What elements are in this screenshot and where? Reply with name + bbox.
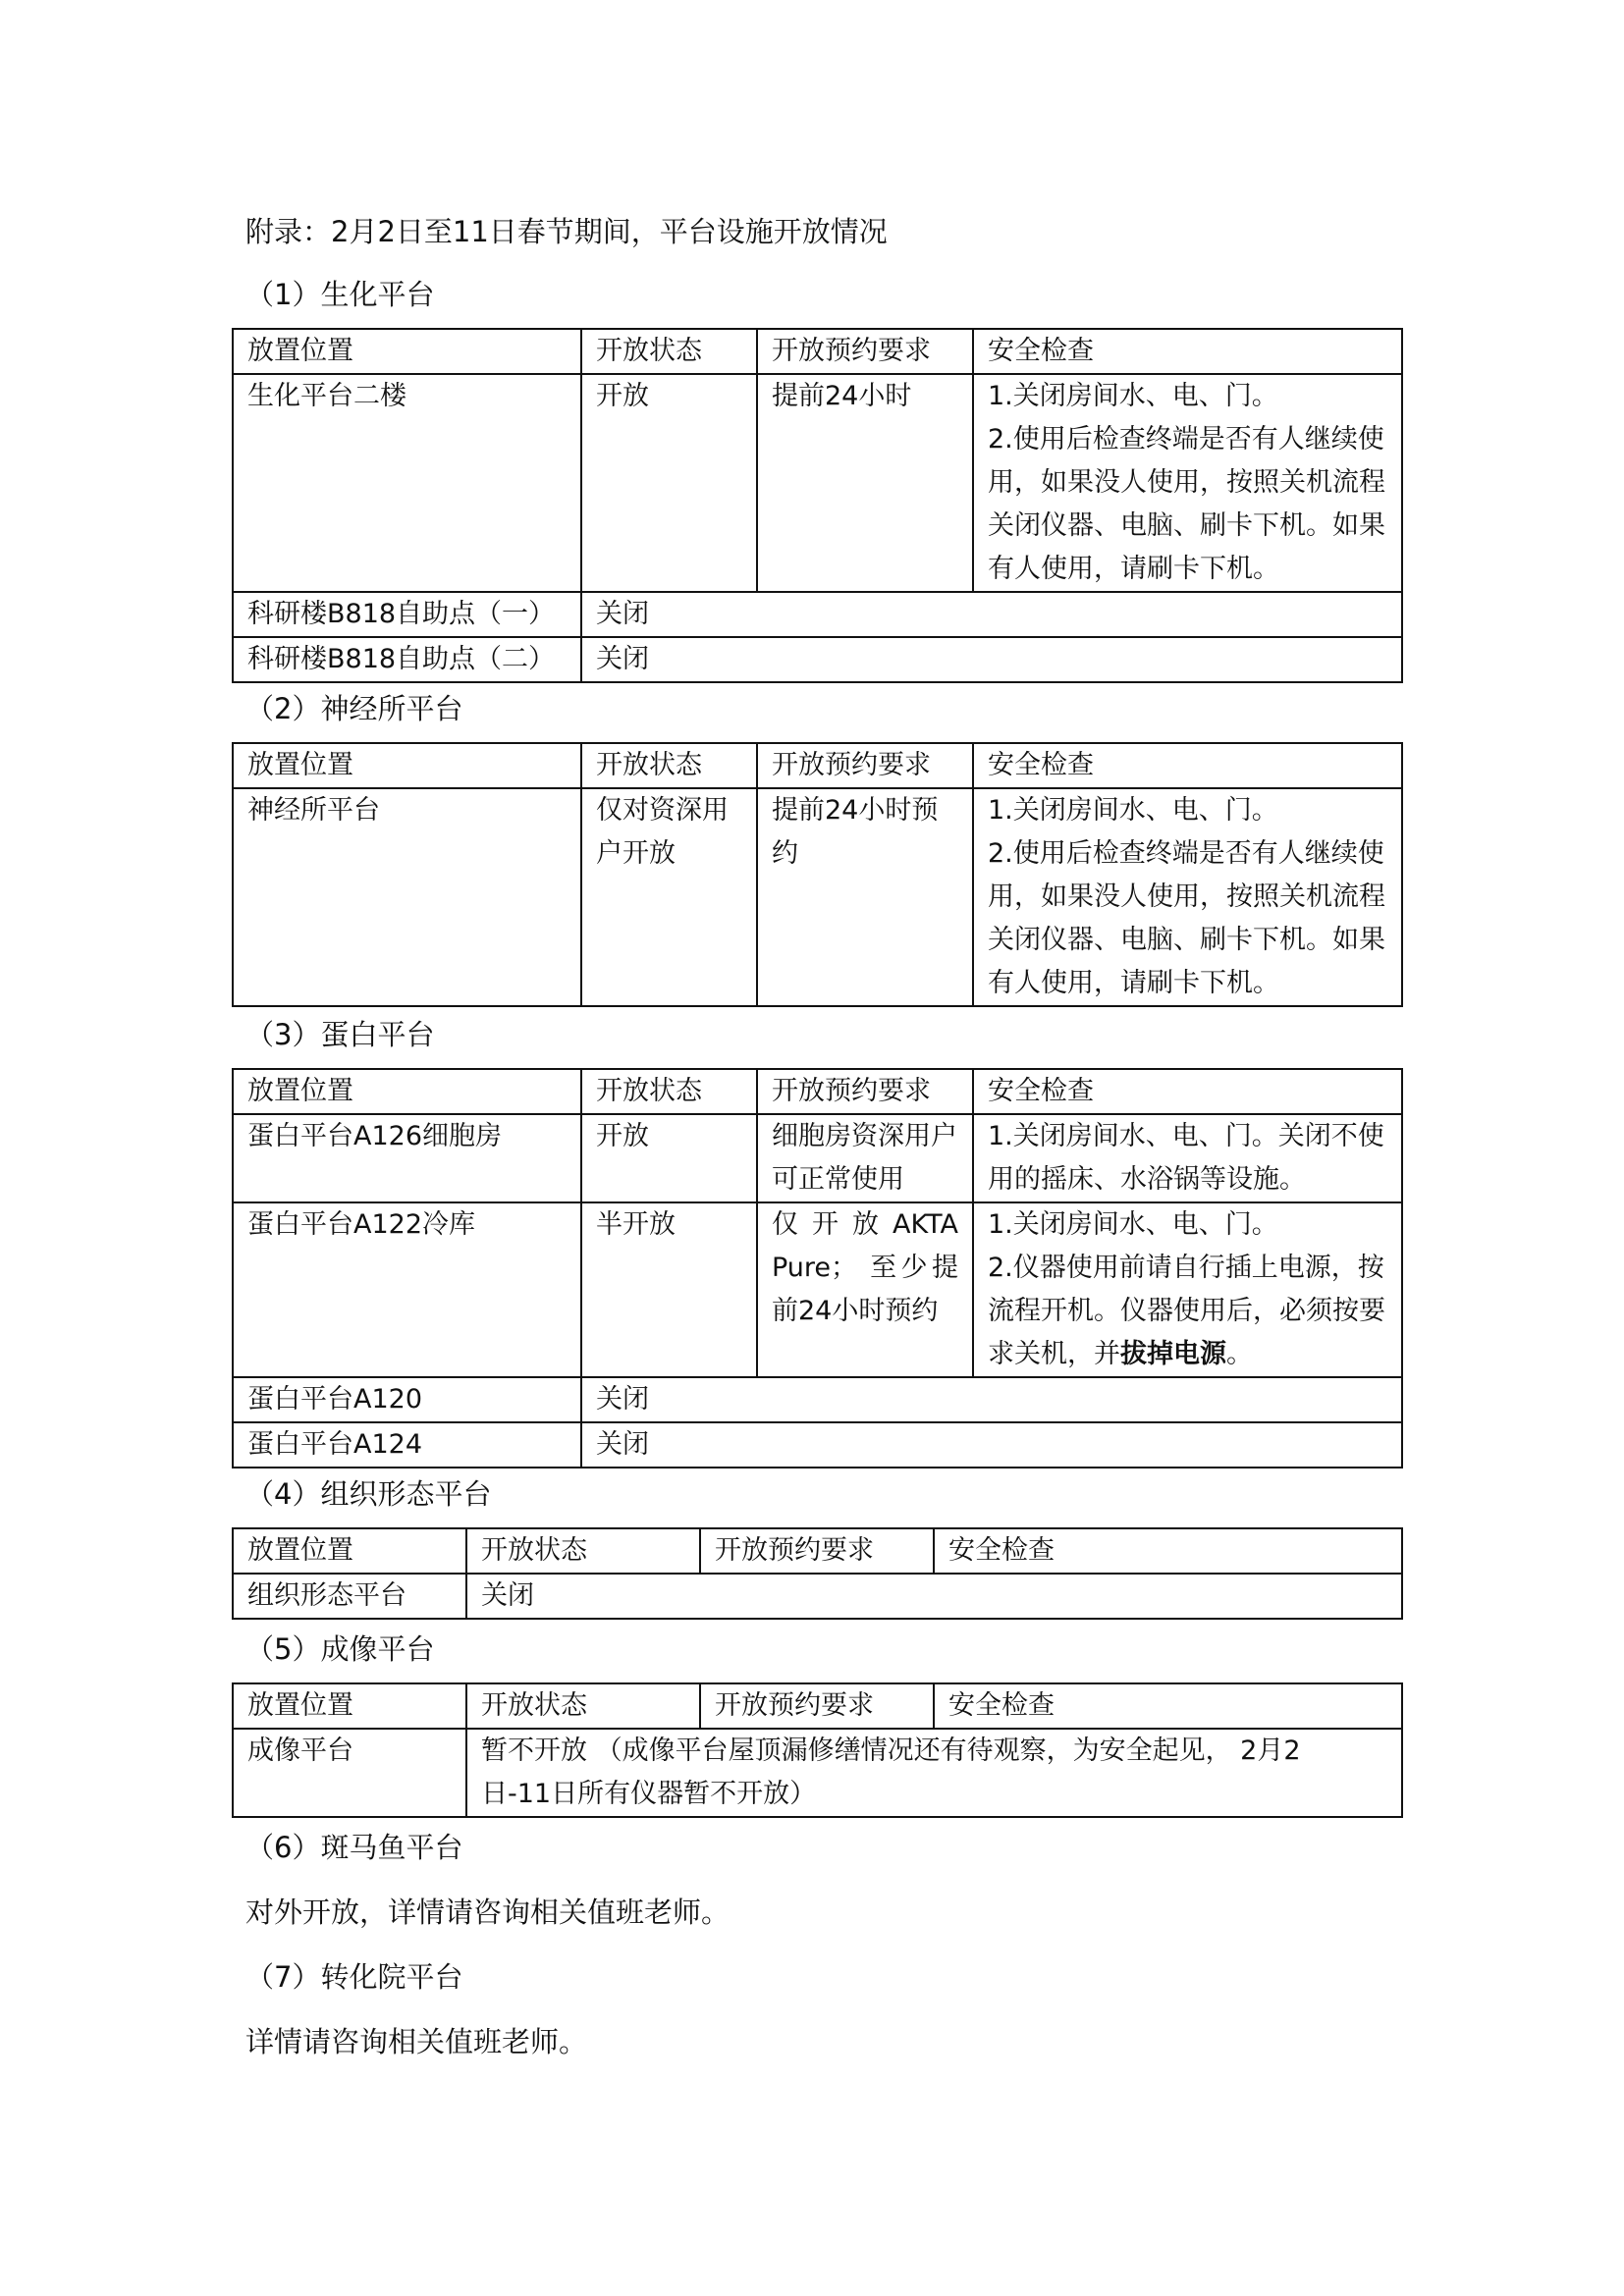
- safety-cell: [973, 374, 1402, 592]
- status-cell: 开放: [581, 1114, 757, 1202]
- safety-item-1: 1.关闭房间水、电、门。: [988, 795, 1278, 826]
- safety-item-1: 1.关闭房间水、电、门。: [988, 381, 1278, 411]
- booking-cell: 提前24小时预约: [757, 788, 973, 1006]
- table-row: [233, 637, 1402, 682]
- imaging-table: [232, 1682, 1403, 1818]
- safety-item-2: [988, 1247, 1387, 1376]
- safety-emphasis: 拔掉电源: [1120, 1339, 1226, 1369]
- table-header-row: [233, 1683, 1402, 1729]
- header-booking: 开放预约要求: [757, 329, 973, 374]
- section-heading-neuro: （2）神经所平台: [245, 692, 463, 725]
- table-row: [233, 592, 1402, 637]
- table-header-row: [233, 743, 1402, 788]
- location-cell: 蛋白平台A126细胞房: [233, 1114, 581, 1202]
- status-cell: 开放: [581, 374, 757, 592]
- header-booking: 开放预约要求: [700, 1683, 934, 1729]
- header-safety: 安全检查: [973, 743, 1402, 788]
- safety-item-2: 2.使用后检查终端是否有人继续使用，如果没人使用，按照关机流程关闭仪器、电脑、刷卡下机。如果有人使用，请刷卡下机。: [988, 424, 1385, 584]
- table-row: [233, 374, 1402, 592]
- section-heading-zebrafish: （6）斑马鱼平台: [245, 1831, 463, 1864]
- header-booking: 开放预约要求: [700, 1528, 934, 1574]
- table-row: [233, 1574, 1402, 1619]
- header-safety: 安全检查: [973, 329, 1402, 374]
- location-cell: 蛋白平台A124: [233, 1422, 581, 1468]
- header-status: 开放状态: [581, 329, 757, 374]
- status-cell: 关闭: [581, 1422, 1402, 1468]
- header-location: 放置位置: [233, 1683, 466, 1729]
- table-row: [233, 788, 1402, 1006]
- table-header-row: [233, 329, 1402, 374]
- status-line: 日-11日所有仪器暂不开放）: [481, 1779, 817, 1809]
- status-cell: 关闭: [466, 1574, 1402, 1619]
- table-row: [233, 1114, 1402, 1202]
- header-location: 放置位置: [233, 1069, 581, 1114]
- location-cell: 神经所平台: [233, 788, 581, 1006]
- section-heading-protein: （3）蛋白平台: [245, 1018, 435, 1051]
- header-booking: 开放预约要求: [757, 1069, 973, 1114]
- neuro-table: [232, 742, 1403, 1007]
- header-status: 开放状态: [581, 1069, 757, 1114]
- booking-line: Pure； 至少提: [772, 1253, 958, 1283]
- safety-text-end: 。: [1226, 1339, 1253, 1369]
- location-cell: 蛋白平台A122冷库: [233, 1202, 581, 1377]
- table-row: [233, 1422, 1402, 1468]
- status-cell: 半开放: [581, 1202, 757, 1377]
- table-row: [233, 1377, 1402, 1422]
- booking-line: 仅 开 放 AKTA: [772, 1209, 958, 1240]
- section-heading-imaging: （5）成像平台: [245, 1632, 435, 1666]
- translational-note: 详情请咨询相关值班老师。: [245, 2025, 588, 2058]
- header-safety: 安全检查: [934, 1683, 1402, 1729]
- location-cell: 科研楼B818自助点（一）: [233, 592, 581, 637]
- table-row: [233, 1729, 1402, 1817]
- header-safety: 安全检查: [934, 1528, 1402, 1574]
- intro-title: 附录：2月2日至11日春节期间，平台设施开放情况: [245, 215, 888, 248]
- location-cell: 成像平台: [233, 1729, 466, 1817]
- header-status: 开放状态: [466, 1683, 700, 1729]
- safety-cell: 1.关闭房间水、电、门。关闭不使用的摇床、水浴锅等设施。: [973, 1114, 1402, 1202]
- biochem-table: [232, 328, 1403, 683]
- histology-table: [232, 1527, 1403, 1620]
- safety-cell: [973, 1202, 1402, 1377]
- header-location: 放置位置: [233, 743, 581, 788]
- status-cell: 仅对资深用户开放: [581, 788, 757, 1006]
- section-heading-histology: （4）组织形态平台: [245, 1477, 492, 1511]
- safety-item-1: 1.关闭房间水、电、门。: [988, 1209, 1278, 1240]
- zebrafish-note: 对外开放，详情请咨询相关值班老师。: [245, 1896, 731, 1929]
- table-row: [233, 1202, 1402, 1377]
- protein-table: [232, 1068, 1403, 1468]
- safety-item-2: 2.使用后检查终端是否有人继续使用，如果没人使用，按照关机流程关闭仪器、电脑、刷卡下机。如果有人使用，请刷卡下机。: [988, 838, 1385, 998]
- status-cell: [466, 1729, 1402, 1817]
- location-cell: 科研楼B818自助点（二）: [233, 637, 581, 682]
- booking-line: 前24小时预约: [772, 1296, 939, 1326]
- status-cell: 关闭: [581, 637, 1402, 682]
- table-header-row: [233, 1069, 1402, 1114]
- header-safety: 安全检查: [973, 1069, 1402, 1114]
- location-cell: 组织形态平台: [233, 1574, 466, 1619]
- header-location: 放置位置: [233, 329, 581, 374]
- status-cell: 关闭: [581, 1377, 1402, 1422]
- location-cell: 蛋白平台A120: [233, 1377, 581, 1422]
- section-heading-biochem: （1）生化平台: [245, 278, 435, 311]
- header-status: 开放状态: [466, 1528, 700, 1574]
- location-cell: 生化平台二楼: [233, 374, 581, 592]
- table-header-row: [233, 1528, 1402, 1574]
- header-booking: 开放预约要求: [757, 743, 973, 788]
- safety-cell: [973, 788, 1402, 1006]
- booking-cell: [757, 1202, 973, 1377]
- section-heading-translational: （7）转化院平台: [245, 1960, 463, 1994]
- booking-cell: 提前24小时: [757, 374, 973, 592]
- header-status: 开放状态: [581, 743, 757, 788]
- header-location: 放置位置: [233, 1528, 466, 1574]
- status-line: 暂不开放 （成像平台屋顶漏修缮情况还有待观察，为安全起见， 2月2: [481, 1735, 1301, 1766]
- safety-text: 2.仪器使用前请自行插上电源，按流程开机。仪器使用后，必须按要求关机，并: [988, 1253, 1385, 1369]
- status-cell: 关闭: [581, 592, 1402, 637]
- booking-cell: 细胞房资深用户可正常使用: [757, 1114, 973, 1202]
